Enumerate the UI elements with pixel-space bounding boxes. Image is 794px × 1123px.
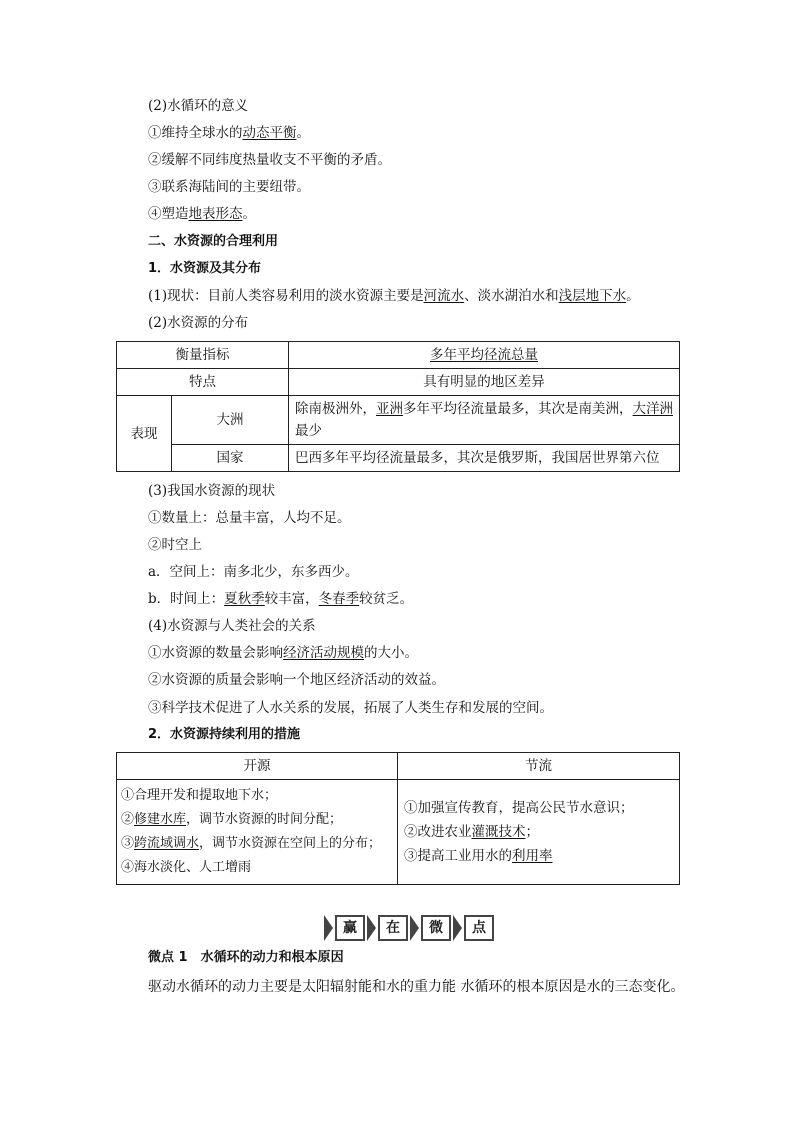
table-cell-label: 特点 xyxy=(117,369,289,396)
distribution-table xyxy=(116,341,680,472)
meaning-item-2: ②缓解不同纬度热量收支不平衡的矛盾。 xyxy=(148,152,391,168)
banner-char: 微 xyxy=(421,915,451,941)
table-row xyxy=(117,342,680,369)
table-cell-label: 国家 xyxy=(172,445,289,472)
micro-point-text: 驱动水循环的动力主要是太阳辐射能和水的重力能 水循环的根本原因是水的三态变化。 xyxy=(148,979,685,995)
banner-char: 点 xyxy=(464,915,494,941)
table-row xyxy=(117,396,680,445)
list-item: ②修建水库，调节水资源的时间分配； xyxy=(121,812,343,827)
banner-char: 在 xyxy=(378,915,408,941)
meaning-item-1: ①维持全球水的动态平衡。 xyxy=(148,125,310,141)
list-item: ③跨流域调水，调节水资源在空间上的分布； xyxy=(121,836,382,851)
meaning-item-3: ③联系海陆间的主要纽带。 xyxy=(148,179,310,195)
china-time: b．时间上：夏秋季较丰富，冬春季较贫乏。 xyxy=(148,591,414,607)
measures-table xyxy=(116,752,680,885)
china-quantity: ①数量上：总量丰富，人均不足。 xyxy=(148,510,351,526)
meaning-item-4: ④塑造地表形态。 xyxy=(148,206,256,222)
chevron-icon xyxy=(367,915,376,941)
table-row xyxy=(117,445,680,472)
chevron-icon xyxy=(453,915,462,941)
table-cell-value: 除南极洲外，亚洲多年平均径流量最多，其次是南美洲，大洋洲最少 xyxy=(289,396,680,445)
list-item: ④海水淡化、人工增雨 xyxy=(121,860,252,875)
section-title-meaning: (2)水循环的意义 xyxy=(148,98,249,114)
society-title: (4)水资源与人类社会的关系 xyxy=(148,618,316,634)
list-item: ③提高工业用水的利用率 xyxy=(404,848,553,864)
table-cell-value: 具有明显的地区差异 xyxy=(289,369,680,396)
china-space: a．空间上：南多北少，东多西少。 xyxy=(148,564,359,580)
table-header-save-flow: 节流 xyxy=(398,753,680,780)
table-row xyxy=(117,753,680,780)
chevron-icon xyxy=(410,915,419,941)
subheading-measures: 2．水资源持续利用的措施 xyxy=(148,727,301,742)
section-banner xyxy=(322,915,494,941)
society-item-1: ①水资源的数量会影响经济活动规模的大小。 xyxy=(148,645,418,661)
society-item-2: ②水资源的质量会影响一个地区经济活动的效益。 xyxy=(148,672,445,688)
banner-char: 赢 xyxy=(335,915,365,941)
china-spacetime: ②时空上 xyxy=(148,537,202,553)
section-heading-water-resources: 二、水资源的合理利用 xyxy=(148,234,279,249)
status-paragraph: (1)现状：目前人类容易利用的淡水资源主要是河流水、淡水湖泊水和浅层地下水。 xyxy=(148,288,640,304)
table-cell-value: 多年平均径流总量 xyxy=(289,342,680,369)
open-source-measures xyxy=(117,780,398,885)
list-item: ①合理开发和提取地下水； xyxy=(121,788,278,803)
save-flow-measures xyxy=(398,780,680,885)
table-cell-label: 大洲 xyxy=(172,396,289,445)
distribution-title: (2)水资源的分布 xyxy=(148,315,249,331)
table-cell-value: 巴西多年平均径流量最多，其次是俄罗斯，我国居世界第六位 xyxy=(289,445,680,472)
table-cell-label: 衡量指标 xyxy=(117,342,289,369)
table-row xyxy=(117,369,680,396)
table-header-open-source: 开源 xyxy=(117,753,398,780)
chevron-icon xyxy=(324,915,333,941)
table-cell-group: 表现 xyxy=(117,396,172,472)
micro-point-title: 微点 1 水循环的动力和根本原因 xyxy=(148,950,344,965)
society-item-3: ③科学技术促进了人水关系的发展，拓展了人类生存和发展的空间。 xyxy=(148,700,553,716)
china-status-title: (3)我国水资源的现状 xyxy=(148,483,276,499)
list-item: ②改进农业灌溉技术； xyxy=(404,824,539,840)
table-row xyxy=(117,780,680,885)
subheading-distribution: 1．水资源及其分布 xyxy=(148,261,262,276)
list-item: ①加强宣传教育，提高公民节水意识； xyxy=(404,800,634,816)
